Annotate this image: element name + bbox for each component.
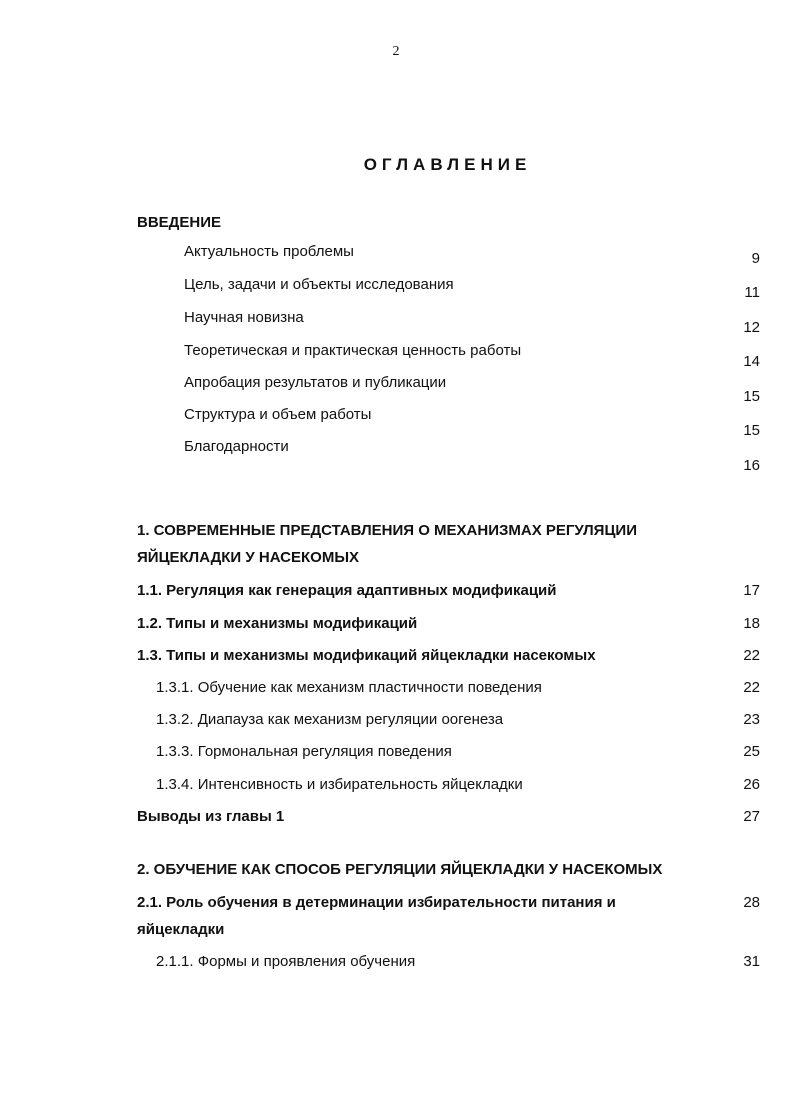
toc-section-label: 1.3. Типы и механизмы модификаций яйцекладки насекомых	[137, 647, 596, 664]
toc-subsection-page: 26	[743, 776, 760, 793]
toc-item-label: Цель, задачи и объекты исследования	[184, 276, 454, 293]
chapter1-heading-cont: ЯЙЦЕКЛАДКИ У НАСЕКОМЫХ	[137, 549, 360, 566]
page-number: 2	[392, 44, 400, 59]
toc-section-page: 28	[743, 894, 760, 911]
toc-item-label: Актуальность проблемы	[184, 243, 354, 260]
toc-item-page: 15	[743, 422, 760, 439]
toc-subsection-page: 22	[743, 679, 760, 696]
page-title: ОГЛАВЛЕНИЕ	[363, 155, 532, 174]
chapter2-heading: 2. ОБУЧЕНИЕ КАК СПОСОБ РЕГУЛЯЦИИ ЯЙЦЕКЛАДКИ У НАСЕКОМЫХ	[137, 861, 663, 878]
toc-section-label-cont: яйцекладки	[137, 921, 225, 938]
toc-section-label: 1.2. Типы и механизмы модификаций	[137, 615, 418, 632]
toc-item-page: 14	[743, 353, 760, 370]
toc-subsection-label: 2.1.1. Формы и проявления обучения	[156, 953, 416, 970]
toc-conclusions-label: Выводы из главы 1	[137, 808, 285, 825]
toc-subsection-label: 1.3.1. Обучение как механизм пластичности поведения	[156, 679, 542, 696]
toc-section-label: 2.1. Роль обучения в детерминации избирательности питания и	[137, 894, 616, 911]
toc-item-page: 15	[743, 388, 760, 405]
toc-item-page: 11	[744, 284, 760, 301]
toc-item-label: Теоретическая и практическая ценность работы	[184, 342, 522, 359]
toc-item-page: 16	[743, 457, 760, 474]
toc-item-label: Научная новизна	[184, 309, 304, 326]
toc-subsection-page: 25	[743, 743, 760, 760]
toc-subsection-label: 1.3.2. Диапауза как механизм регуляции оогенеза	[156, 711, 504, 728]
toc-section-label: 1.1. Регуляция как генерация адаптивных модификаций	[137, 582, 557, 599]
toc-subsection-page: 23	[743, 711, 760, 728]
toc-section-page: 22	[743, 647, 760, 664]
toc-item-label: Апробация результатов и публикации	[184, 374, 447, 391]
toc-item-page: 12	[743, 319, 760, 336]
toc-item-label: Структура и объем работы	[184, 406, 372, 423]
toc-item-page: 9	[751, 250, 760, 267]
chapter1-heading: 1. СОВРЕМЕННЫЕ ПРЕДСТАВЛЕНИЯ О МЕХАНИЗМАХ РЕГУЛЯЦИИ	[137, 522, 637, 539]
toc-item-label: Благодарности	[184, 438, 289, 455]
toc-conclusions-page: 27	[743, 808, 760, 825]
intro-heading: ВВЕДЕНИЕ	[137, 214, 221, 231]
toc-subsection-page: 31	[743, 953, 760, 970]
toc-section-page: 18	[743, 615, 760, 632]
toc-subsection-label: 1.3.3. Гормональная регуляция поведения	[156, 743, 452, 760]
toc-subsection-label: 1.3.4. Интенсивность и избирательность яйцекладки	[156, 776, 523, 793]
toc-section-page: 17	[743, 582, 760, 599]
